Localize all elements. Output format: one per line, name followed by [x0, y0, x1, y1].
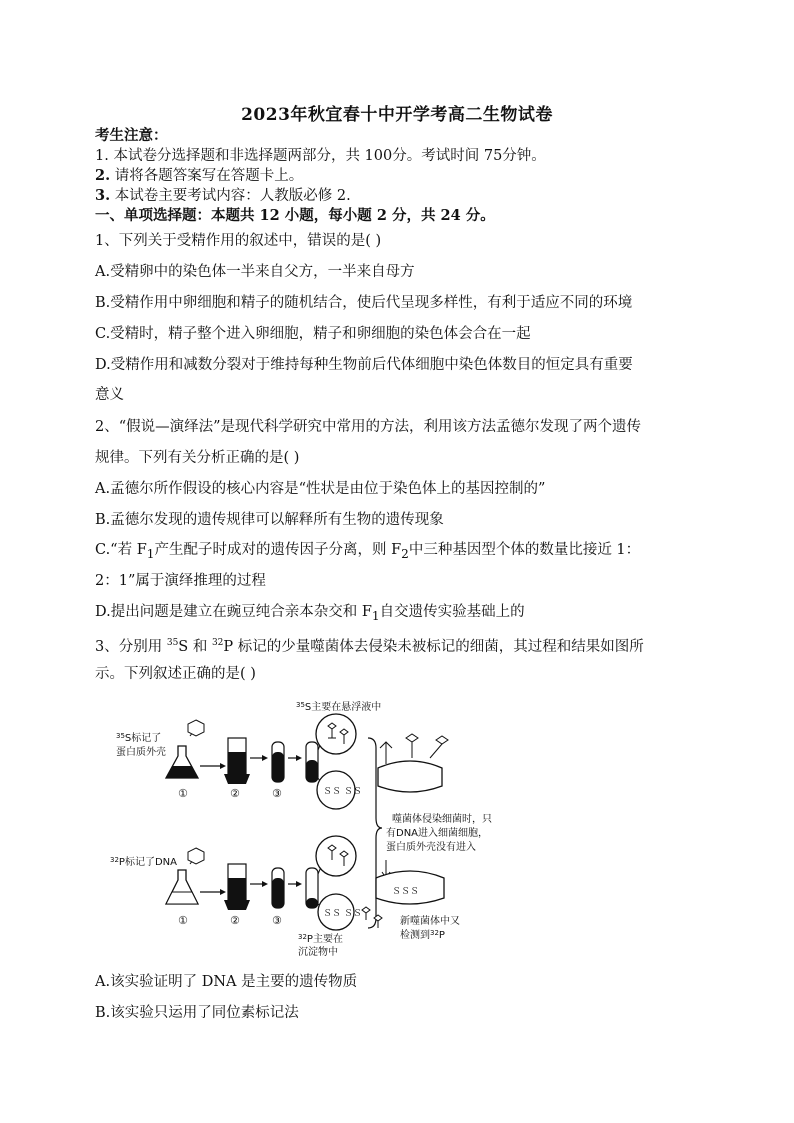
lower-step-2: ② — [230, 914, 240, 927]
q3-text-a: 3、分别用 — [95, 638, 167, 655]
bottom-right-text-a: 检测到 — [400, 930, 430, 941]
lower-flask-icon — [166, 870, 198, 904]
q2-d-sub: 1 — [371, 608, 380, 623]
middle-note-line2: 有DNA进入细菌细胞， — [386, 828, 489, 839]
arrow-1-head — [220, 763, 226, 769]
q3-text-b: S 和 — [178, 638, 212, 655]
q2-option-c-line1 — [95, 540, 705, 564]
lower-arrow-1-head — [220, 889, 226, 895]
upper-centrifuge-tube-icon — [272, 742, 284, 782]
lower-centrifuge-tube-icon — [272, 868, 284, 908]
q2-c-text-c: 中三种基因型个体的数量比接近 1： — [408, 542, 641, 558]
q3-sup-1: 35 — [166, 638, 179, 648]
q2-stem-line2: 规律。下列有关分析正确的是( ) — [95, 450, 300, 466]
top-label-text: S主要在悬浮液中 — [304, 702, 382, 713]
notice-heading: 考生注意： — [95, 127, 168, 144]
q3-stem-line1 — [95, 633, 705, 657]
lower-arrow-2-head — [262, 881, 268, 887]
bacterium-top-icon — [378, 734, 448, 792]
q1-option-c: C.受精时，精子整个进入卵细胞，精子和卵细胞的染色体会合在一起 — [95, 326, 531, 342]
upper-step-1: ① — [178, 787, 188, 800]
s-label-line1 — [116, 731, 161, 744]
bottom-right-line1: 新噬菌体中又 — [400, 916, 460, 927]
bottom-left-sup: 32 — [298, 933, 307, 941]
upper-flask-icon — [166, 746, 198, 778]
phage-icon — [188, 720, 204, 736]
q3-text-c: P 标记的少量噬菌体去侵染未被标记的细菌，其过程和结果如图所 — [223, 638, 644, 655]
notice-item-1 — [95, 146, 705, 166]
q2-c-text-b: 产生配子时成对的遗传因子分离，则 F — [154, 542, 402, 558]
notice-text-1: 本试卷分选择题和非选择题两部分，共 100分。考试时间 75分钟。 — [113, 148, 546, 164]
q3-sup-2: 32 — [211, 638, 224, 648]
q2-d-text-b: 自交遗传实验基础上的 — [379, 604, 525, 620]
s-label-sup: 35 — [116, 732, 125, 740]
lower-phage-icon — [188, 848, 204, 864]
q1-option-a: A.受精卵中的染色体一半来自父方，一半来自母方 — [95, 264, 415, 280]
lower-step-3: ③ — [272, 914, 282, 927]
q1-stem: 1、下列关于受精作用的叙述中，错误的是( ) — [95, 233, 382, 249]
p-label-text: P标记了DNA — [118, 857, 177, 868]
q3-stem-line2: 示。下列叙述正确的是( ) — [95, 666, 256, 682]
q2-stem-line1: 2、“假说—演绎法”是现代科学研究中常用的方法，利用该方法孟德尔发现了两个遗传 — [95, 419, 642, 435]
notice-item-3 — [95, 186, 705, 206]
section-heading: 一、单项选择题：本题共 12 小题，每小题 2 分，共 24 分。 — [95, 207, 495, 224]
notice-text-2: 请将各题答案写在答题卡上。 — [114, 168, 304, 184]
bottom-left-line1 — [298, 932, 343, 945]
bottom-left-text: P主要在 — [306, 934, 343, 945]
bottom-right-sup: 32 — [430, 929, 439, 937]
q1-option-d-line2: 意义 — [95, 387, 124, 403]
q3-option-a: A.该实验证明了 DNA 是主要的遗传物质 — [95, 974, 358, 990]
upper-step-2: ② — [230, 787, 240, 800]
p-label — [110, 855, 177, 868]
lower-sediment-dots: ＳＳ ＳＳ — [323, 909, 362, 919]
bacterium-bottom-icon — [376, 871, 444, 904]
bottom-left-line2: 沉淀物中 — [298, 947, 338, 958]
new-phages-icon — [362, 907, 382, 928]
q2-d-text-a: D.提出问题是建立在豌豆纯合亲本杂交和 F — [95, 604, 372, 620]
q2-option-d — [95, 602, 705, 626]
q2-c-sub-1: 1 — [146, 546, 155, 561]
p-label-sup: 32 — [110, 856, 119, 864]
upper-sediment-dots: ＳＳ ＳＳ — [323, 787, 362, 797]
notice-item-2 — [95, 166, 705, 186]
q2-c-sub-2: 2 — [401, 546, 409, 561]
lower-arrow-3-head — [296, 881, 302, 887]
s-label-text: S标记了 — [124, 733, 162, 744]
supernatant-circle — [316, 714, 356, 754]
bottom-right-text-b: P — [438, 930, 445, 941]
middle-note-line1: 噬菌体侵染细菌时，只 — [392, 814, 492, 825]
upper-step-3: ③ — [272, 787, 282, 800]
phage-experiment-diagram — [110, 698, 510, 960]
notice-num-2: 2. — [95, 167, 111, 184]
q3-option-b: B.该实验只运用了同位素标记法 — [95, 1005, 299, 1021]
lower-supernatant-circle — [316, 836, 356, 876]
upper-result-tube-icon — [306, 742, 318, 782]
arrow-3-head — [296, 755, 302, 761]
q1-option-d-line1: D.受精作用和减数分裂对于维持每种生物前后代体细胞中染色体数目的恒定具有重要 — [95, 357, 633, 373]
notice-num-1: 1. — [95, 148, 109, 164]
top-label — [296, 700, 381, 713]
arrow-2-head — [262, 755, 268, 761]
notice-num-3: 3. — [95, 187, 111, 204]
q2-option-b: B.孟德尔发现的遗传规律可以解释所有生物的遗传现象 — [95, 512, 444, 528]
page-title: 2023年秋宜春十中开学考高二生物试卷 — [241, 105, 553, 125]
q1-option-b: B.受精作用中卵细胞和精子的随机结合，使后代呈现多样性，有利于适应不同的环境 — [95, 295, 633, 311]
q2-option-c-line2: 2：1”属于演绎推理的过程 — [95, 573, 266, 589]
notice-text-3: 本试卷主要考试内容：人教版必修 2. — [114, 188, 351, 204]
svg-text:ＳＳＳ: ＳＳＳ — [392, 887, 420, 897]
upper-blender-icon — [224, 738, 250, 784]
bottom-right-line2 — [400, 928, 445, 941]
q2-option-a: A.孟德尔所作假设的核心内容是“性状是由位于染色体上的基因控制的” — [95, 481, 546, 497]
middle-note-line3: 蛋白质外壳没有进入 — [386, 842, 476, 853]
lower-result-tube-icon — [306, 868, 318, 908]
lower-blender-icon — [224, 864, 250, 910]
s-label-line2: 蛋白质外壳 — [116, 747, 166, 758]
lower-step-1: ① — [178, 914, 188, 927]
top-label-sup: 35 — [296, 701, 305, 709]
q2-c-text-a: C.“若 F — [95, 542, 147, 558]
